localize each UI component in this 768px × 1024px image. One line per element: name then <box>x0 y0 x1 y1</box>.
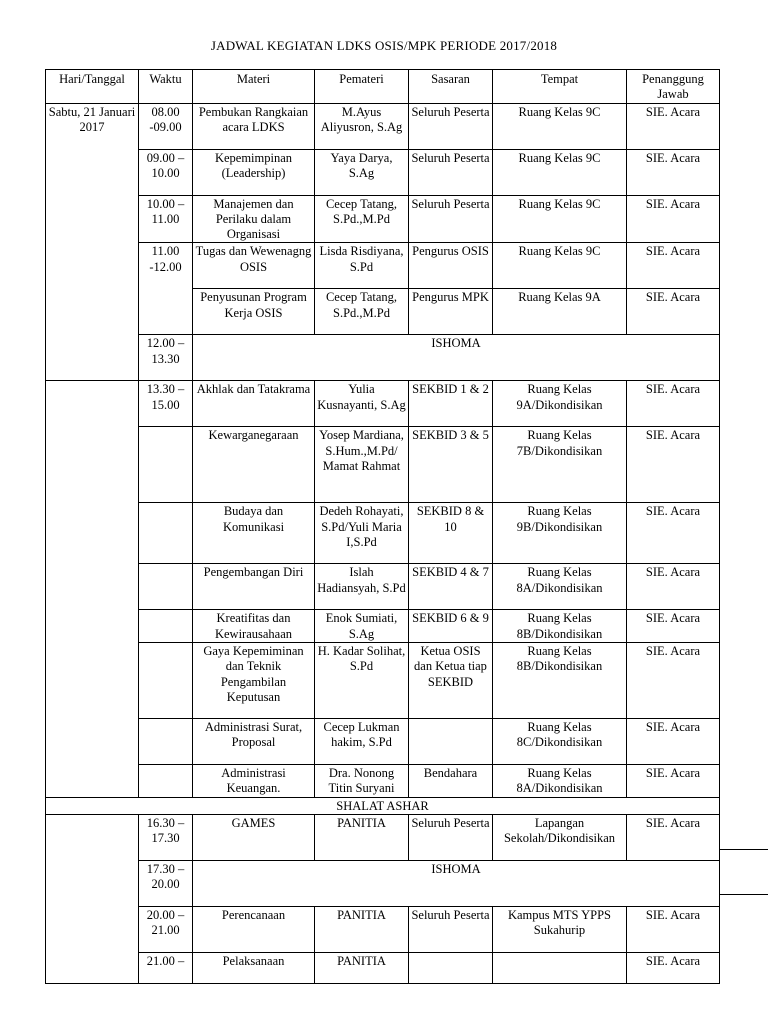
pemateri-cell: PANITIA <box>315 814 409 860</box>
pemateri-cell: Cecep Tatang, S.Pd.,M.Pd <box>315 195 409 243</box>
table-row <box>46 610 720 643</box>
document-title: JADWAL KEGIATAN LDKS OSIS/MPK PERIODE 2017/2018 <box>210 38 558 53</box>
pemateri-cell: Yaya Darya, S.Ag <box>315 149 409 195</box>
pemateri-cell: Dedeh Rohayati, S.Pd/Yuli Maria I,S.Pd <box>315 503 409 564</box>
materi-cell: Administrasi Keuangan. <box>193 765 315 798</box>
table-row <box>46 952 720 983</box>
pemateri-cell: PANITIA <box>315 906 409 952</box>
waktu-cell: 13.30 – 15.00 <box>139 381 193 427</box>
pemateri-cell: Lisda Risdiyana, S.Pd <box>315 243 409 289</box>
pj-cell: SIE. Acara <box>627 427 720 503</box>
pj-cell: SIE. Acara <box>627 289 720 335</box>
materi-cell: Kreatifitas dan Kewirausahaan <box>193 610 315 643</box>
pj-cell: SIE. Acara <box>627 952 720 983</box>
sasaran-cell: SEKBID 1 & 2 <box>409 381 493 427</box>
sasaran-cell: Ketua OSIS dan Ketua tiap SEKBID <box>409 643 493 719</box>
pemateri-cell: M.Ayus Aliyusron, S.Ag <box>315 103 409 149</box>
table-row <box>46 381 720 427</box>
pemateri-cell: Cecep Lukman hakim, S.Pd <box>315 719 409 765</box>
waktu-cell-empty <box>139 564 193 610</box>
pemateri-cell: Yosep Mardiana, S.Hum.,M.Pd/ Mamat Rahmat <box>315 427 409 503</box>
table-row <box>46 797 720 814</box>
header-pemateri: Pemateri <box>315 70 409 104</box>
table-row <box>46 243 720 289</box>
materi-cell: Kepemimpinan (Leadership) <box>193 149 315 195</box>
extended-rule-line <box>719 849 768 850</box>
tempat-cell: Ruang Kelas 7B/Dikondisikan <box>493 427 627 503</box>
pj-cell: SIE. Acara <box>627 195 720 243</box>
header-hari: Hari/Tanggal <box>46 70 139 104</box>
header-sasaran: Sasaran <box>409 70 493 104</box>
pemateri-cell: H. Kadar Solihat, S.Pd <box>315 643 409 719</box>
materi-cell: Budaya dan Komunikasi <box>193 503 315 564</box>
materi-cell: Penyusunan Program Kerja OSIS <box>193 289 315 335</box>
waktu-cell-empty <box>139 765 193 798</box>
table-row <box>46 564 720 610</box>
sasaran-cell: Seluruh Peserta <box>409 103 493 149</box>
materi-cell: Akhlak dan Tatakrama <box>193 381 315 427</box>
header-materi: Materi <box>193 70 315 104</box>
materi-cell: Tugas dan Wewenagng OSIS <box>193 243 315 289</box>
tempat-cell: Ruang Kelas 9C <box>493 195 627 243</box>
waktu-cell: 11.00 -12.00 <box>139 243 193 335</box>
extended-rule-line <box>719 894 768 895</box>
table-row <box>46 335 720 381</box>
tempat-cell: Ruang Kelas 8A/Dikondisikan <box>493 765 627 798</box>
materi-cell: GAMES <box>193 814 315 860</box>
waktu-cell-empty <box>139 503 193 564</box>
pj-cell: SIE. Acara <box>627 643 720 719</box>
tempat-cell: Ruang Kelas 8A/Dikondisikan <box>493 564 627 610</box>
waktu-cell-empty <box>139 719 193 765</box>
sasaran-cell: SEKBID 6 & 9 <box>409 610 493 643</box>
tempat-cell: Ruang Kelas 9C <box>493 149 627 195</box>
tempat-cell: Ruang Kelas 9C <box>493 243 627 289</box>
waktu-cell-empty <box>139 610 193 643</box>
pemateri-cell: Islah Hadiansyah, S.Pd <box>315 564 409 610</box>
table-row <box>46 719 720 765</box>
tempat-cell <box>493 952 627 983</box>
sasaran-cell: Seluruh Peserta <box>409 149 493 195</box>
waktu-cell: 20.00 – 21.00 <box>139 906 193 952</box>
sasaran-cell: Bendahara <box>409 765 493 798</box>
pj-cell: SIE. Acara <box>627 814 720 860</box>
table-row <box>46 765 720 798</box>
materi-cell: Pembukan Rangkaian acara LDKS <box>193 103 315 149</box>
pemateri-cell: Enok Sumiati, S.Ag <box>315 610 409 643</box>
pemateri-cell: PANITIA <box>315 952 409 983</box>
header-tempat: Tempat <box>493 70 627 104</box>
materi-cell: Kewarganegaraan <box>193 427 315 503</box>
materi-cell: Gaya Kepemiminan dan Teknik Pengambilan Keputusan <box>193 643 315 719</box>
pj-cell: SIE. Acara <box>627 103 720 149</box>
tempat-cell: Lapangan Sekolah/Dikondisikan <box>493 814 627 860</box>
pemateri-cell: Cecep Tatang, S.Pd.,M.Pd <box>315 289 409 335</box>
sasaran-cell: Pengurus MPK <box>409 289 493 335</box>
materi-cell: Pelaksanaan <box>193 952 315 983</box>
waktu-cell: 12.00 – 13.30 <box>139 335 193 381</box>
sasaran-cell <box>409 719 493 765</box>
day-cell-empty <box>46 814 139 983</box>
table-row <box>46 643 720 719</box>
sasaran-cell: SEKBID 8 & 10 <box>409 503 493 564</box>
sasaran-cell: Pengurus OSIS <box>409 243 493 289</box>
sasaran-cell: Seluruh Peserta <box>409 195 493 243</box>
table-row <box>46 814 720 860</box>
table-row <box>46 427 720 503</box>
waktu-cell: 08.00 -09.00 <box>139 103 193 149</box>
materi-cell: Manajemen dan Perilaku dalam Organisasi <box>193 195 315 243</box>
ishoma-cell: ISHOMA <box>193 335 720 381</box>
sasaran-cell: Seluruh Peserta <box>409 814 493 860</box>
tempat-cell: Ruang Kelas 9A/Dikondisikan <box>493 381 627 427</box>
pj-cell: SIE. Acara <box>627 906 720 952</box>
waktu-cell: 09.00 – 10.00 <box>139 149 193 195</box>
table-row <box>46 103 720 149</box>
schedule-table <box>45 69 720 984</box>
pj-cell: SIE. Acara <box>627 149 720 195</box>
pj-cell: SIE. Acara <box>627 610 720 643</box>
tempat-cell: Ruang Kelas 8B/Dikondisikan <box>493 610 627 643</box>
pj-cell: SIE. Acara <box>627 719 720 765</box>
day-cell-empty <box>46 381 139 797</box>
materi-cell: Pengembangan Diri <box>193 564 315 610</box>
sasaran-cell <box>409 952 493 983</box>
waktu-cell-empty <box>139 643 193 719</box>
tempat-cell: Ruang Kelas 8C/Dikondisikan <box>493 719 627 765</box>
sasaran-cell: SEKBID 3 & 5 <box>409 427 493 503</box>
waktu-cell: 17.30 – 20.00 <box>139 860 193 906</box>
day-cell: Sabtu, 21 Januari 2017 <box>46 103 139 381</box>
pj-cell: SIE. Acara <box>627 243 720 289</box>
waktu-cell: 10.00 – 11.00 <box>139 195 193 243</box>
pemateri-cell: Dra. Nonong Titin Suryani <box>315 765 409 798</box>
pj-cell: SIE. Acara <box>627 381 720 427</box>
header-row <box>46 70 720 104</box>
ishoma-cell: ISHOMA <box>193 860 720 906</box>
tempat-cell: Ruang Kelas 9B/Dikondisikan <box>493 503 627 564</box>
header-penanggung-jawab: Penanggung Jawab <box>627 70 720 104</box>
pemateri-cell: Yulia Kusnayanti, S.Ag <box>315 381 409 427</box>
waktu-cell: 16.30 – 17.30 <box>139 814 193 860</box>
table-row <box>46 860 720 906</box>
tempat-cell: Ruang Kelas 9C <box>493 103 627 149</box>
tempat-cell: Ruang Kelas 9A <box>493 289 627 335</box>
table-row <box>46 906 720 952</box>
table-row <box>46 195 720 243</box>
header-waktu: Waktu <box>139 70 193 104</box>
sasaran-cell: Seluruh Peserta <box>409 906 493 952</box>
shalat-ashar-cell: SHALAT ASHAR <box>46 797 720 814</box>
pj-cell: SIE. Acara <box>627 503 720 564</box>
table-row <box>46 149 720 195</box>
tempat-cell: Kampus MTS YPPS Sukahurip <box>493 906 627 952</box>
pj-cell: SIE. Acara <box>627 765 720 798</box>
pj-cell: SIE. Acara <box>627 564 720 610</box>
materi-cell: Administrasi Surat, Proposal <box>193 719 315 765</box>
sasaran-cell: SEKBID 4 & 7 <box>409 564 493 610</box>
tempat-cell: Ruang Kelas 8B/Dikondisikan <box>493 643 627 719</box>
waktu-cell-empty <box>139 427 193 503</box>
waktu-cell: 21.00 – <box>139 952 193 983</box>
table-row <box>46 503 720 564</box>
materi-cell: Perencanaan <box>193 906 315 952</box>
